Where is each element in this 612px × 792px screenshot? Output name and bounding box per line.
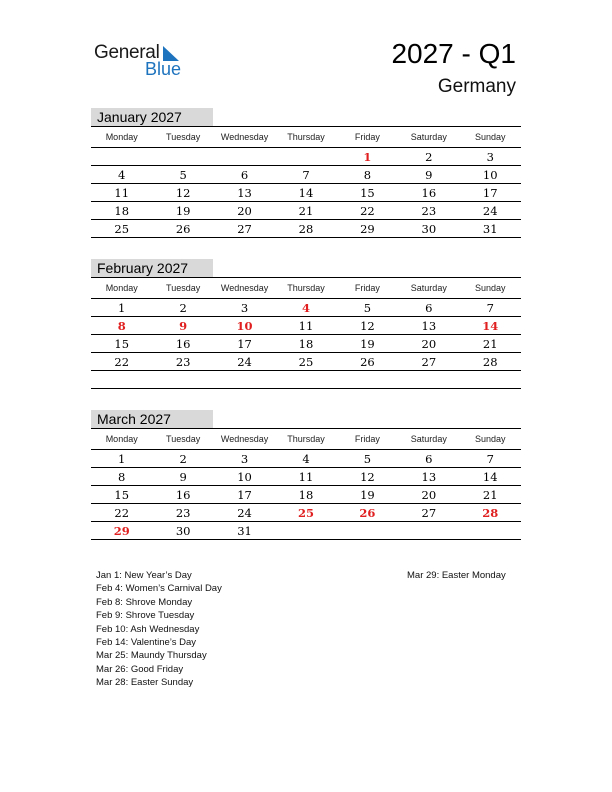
week-row xyxy=(91,299,521,317)
day-cell: 4 xyxy=(118,167,126,182)
day-cell: 19 xyxy=(360,487,375,502)
holiday-day-cell: 25 xyxy=(297,505,314,520)
day-cell: 18 xyxy=(298,336,314,351)
week-row xyxy=(91,202,521,220)
day-cell: 28 xyxy=(482,354,498,369)
week-row xyxy=(91,148,521,166)
day-cell: 16 xyxy=(175,487,191,502)
holiday-item: Feb 10: Ash Wednesday xyxy=(96,623,200,635)
day-cell: 8 xyxy=(118,469,126,484)
holiday-day-cell: 9 xyxy=(179,318,188,333)
month-label: February 2027 xyxy=(91,259,213,277)
day-cell: 31 xyxy=(237,523,252,538)
day-cell: 21 xyxy=(482,336,498,351)
weekday-label: Saturday xyxy=(410,132,447,142)
week-row xyxy=(91,486,521,504)
week-row xyxy=(91,220,521,238)
day-cell: 15 xyxy=(114,487,130,502)
day-cell: 22 xyxy=(360,203,375,218)
week-row xyxy=(91,504,521,522)
day-cell: 5 xyxy=(179,167,187,182)
weekday-label: Thursday xyxy=(287,132,325,142)
holiday-item: Mar 26: Good Friday xyxy=(96,663,184,675)
weekday-label: Saturday xyxy=(410,283,447,293)
month-calendar xyxy=(91,410,521,540)
logo-word-general: General xyxy=(94,42,160,63)
weekday-label: Friday xyxy=(354,283,380,293)
week-row xyxy=(91,371,521,389)
weekday-label: Wednesday xyxy=(220,283,269,293)
holiday-item: Feb 9: Shrove Tuesday xyxy=(96,610,195,622)
day-cell: 29 xyxy=(360,221,375,236)
day-cell: 9 xyxy=(179,469,187,484)
holiday-item: Mar 29: Easter Monday xyxy=(407,570,506,581)
day-cell: 13 xyxy=(421,318,437,333)
weekday-label: Friday xyxy=(354,434,380,444)
day-cell: 11 xyxy=(298,469,314,484)
weekday-header-row xyxy=(91,127,521,148)
day-cell: 23 xyxy=(175,505,191,520)
weekday-label: Thursday xyxy=(287,283,325,293)
week-row xyxy=(91,166,521,184)
holiday-day-cell: 8 xyxy=(117,318,126,333)
holiday-item: Mar 28: Easter Sunday xyxy=(96,677,194,689)
weekday-label: Tuesday xyxy=(166,283,201,293)
weekday-label: Sunday xyxy=(474,434,506,444)
week-row xyxy=(91,522,521,540)
day-cell: 2 xyxy=(425,149,433,164)
day-cell: 7 xyxy=(486,300,494,315)
day-cell: 1 xyxy=(118,451,126,466)
day-cell: 25 xyxy=(298,354,314,369)
day-cell: 30 xyxy=(421,221,437,236)
day-cell: 30 xyxy=(175,523,191,538)
day-cell: 21 xyxy=(298,203,314,218)
month-label: January 2027 xyxy=(91,108,213,126)
day-cell: 17 xyxy=(482,185,498,200)
month-label: March 2027 xyxy=(91,410,213,428)
holiday-day-cell: 14 xyxy=(482,318,499,333)
day-cell: 4 xyxy=(302,451,310,466)
day-cell: 23 xyxy=(421,203,437,218)
holiday-item: Feb 8: Shrove Monday xyxy=(96,596,193,608)
country-name: Germany xyxy=(437,76,516,97)
day-cell: 27 xyxy=(421,354,437,369)
holiday-day-cell: 28 xyxy=(482,505,499,520)
day-cell: 25 xyxy=(114,221,130,236)
day-cell: 26 xyxy=(360,354,375,369)
day-cell: 2 xyxy=(179,300,187,315)
day-cell: 3 xyxy=(240,300,249,315)
holiday-list xyxy=(96,569,222,690)
day-cell: 10 xyxy=(237,469,252,484)
day-cell: 24 xyxy=(482,203,498,218)
week-row xyxy=(91,184,521,202)
day-cell: 19 xyxy=(175,203,191,218)
day-cell: 12 xyxy=(360,318,375,333)
day-cell: 2 xyxy=(179,451,187,466)
day-cell: 7 xyxy=(486,451,494,466)
day-cell: 31 xyxy=(482,221,498,236)
weekday-label: Sunday xyxy=(474,283,506,293)
week-row xyxy=(91,450,521,468)
day-cell: 5 xyxy=(363,451,372,466)
day-cell: 22 xyxy=(114,505,130,520)
day-cell: 24 xyxy=(237,354,252,369)
holiday-day-cell: 26 xyxy=(359,505,376,520)
day-cell: 6 xyxy=(425,451,433,466)
day-cell: 17 xyxy=(237,487,252,502)
day-cell: 15 xyxy=(360,185,375,200)
day-cell: 24 xyxy=(237,505,252,520)
holiday-list-secondary xyxy=(407,569,506,582)
week-row xyxy=(91,353,521,371)
day-cell: 26 xyxy=(175,221,191,236)
holiday-day-cell: 1 xyxy=(363,149,372,164)
day-cell: 28 xyxy=(298,221,314,236)
weekday-label: Tuesday xyxy=(166,434,201,444)
day-cell: 19 xyxy=(360,336,375,351)
holiday-item: Feb 4: Women’s Carnival Day xyxy=(96,583,222,595)
weekday-label: Monday xyxy=(105,434,138,444)
day-cell: 7 xyxy=(302,167,310,182)
holiday-day-cell: 10 xyxy=(236,318,253,333)
day-cell: 20 xyxy=(421,336,437,351)
day-cell: 3 xyxy=(486,149,494,164)
weekday-header-row xyxy=(91,278,521,299)
day-cell: 12 xyxy=(175,185,191,200)
weekday-label: Wednesday xyxy=(220,434,269,444)
month-calendar xyxy=(91,259,521,389)
day-cell: 16 xyxy=(421,185,437,200)
day-cell: 9 xyxy=(425,167,433,182)
weekday-label: Friday xyxy=(354,132,380,142)
generalblue-logo xyxy=(94,40,194,80)
day-cell: 13 xyxy=(421,469,437,484)
day-cell: 15 xyxy=(114,336,130,351)
day-cell: 14 xyxy=(298,185,314,200)
day-cell: 1 xyxy=(118,300,126,315)
month-calendar xyxy=(91,108,521,238)
weekday-label: Thursday xyxy=(287,434,325,444)
holiday-item: Mar 25: Maundy Thursday xyxy=(96,650,207,662)
holiday-item: Jan 1: New Year’s Day xyxy=(96,570,192,581)
day-cell: 23 xyxy=(175,354,191,369)
day-cell: 27 xyxy=(421,505,437,520)
holiday-item: Feb 14: Valentine’s Day xyxy=(96,637,196,649)
day-cell: 8 xyxy=(363,167,372,182)
day-cell: 3 xyxy=(240,451,249,466)
day-cell: 22 xyxy=(114,354,130,369)
weekday-label: Monday xyxy=(105,132,138,142)
day-cell: 10 xyxy=(482,167,498,182)
holiday-day-cell: 4 xyxy=(301,300,310,315)
day-cell: 21 xyxy=(482,487,498,502)
day-cell: 18 xyxy=(298,487,314,502)
logo-word-blue: Blue xyxy=(145,59,182,79)
weekday-header-row xyxy=(91,429,521,450)
holiday-day-cell: 29 xyxy=(113,523,130,538)
day-cell: 16 xyxy=(175,336,191,351)
day-cell: 6 xyxy=(240,167,249,182)
day-cell: 14 xyxy=(482,469,498,484)
week-row xyxy=(91,317,521,335)
weekday-label: Sunday xyxy=(474,132,506,142)
week-row xyxy=(91,468,521,486)
day-cell: 20 xyxy=(421,487,437,502)
day-cell: 17 xyxy=(237,336,252,351)
quarter-title: 2027 - Q1 xyxy=(391,38,516,69)
day-cell: 11 xyxy=(114,185,130,200)
day-cell: 27 xyxy=(237,221,252,236)
day-cell: 12 xyxy=(360,469,375,484)
day-cell: 18 xyxy=(114,203,130,218)
day-cell: 6 xyxy=(425,300,433,315)
day-cell: 13 xyxy=(237,185,252,200)
weekday-label: Monday xyxy=(105,283,138,293)
week-row xyxy=(91,335,521,353)
weekday-label: Tuesday xyxy=(166,132,201,142)
weekday-label: Wednesday xyxy=(220,132,269,142)
day-cell: 5 xyxy=(363,300,372,315)
day-cell: 11 xyxy=(298,318,314,333)
weekday-label: Saturday xyxy=(410,434,447,444)
day-cell: 20 xyxy=(237,203,252,218)
